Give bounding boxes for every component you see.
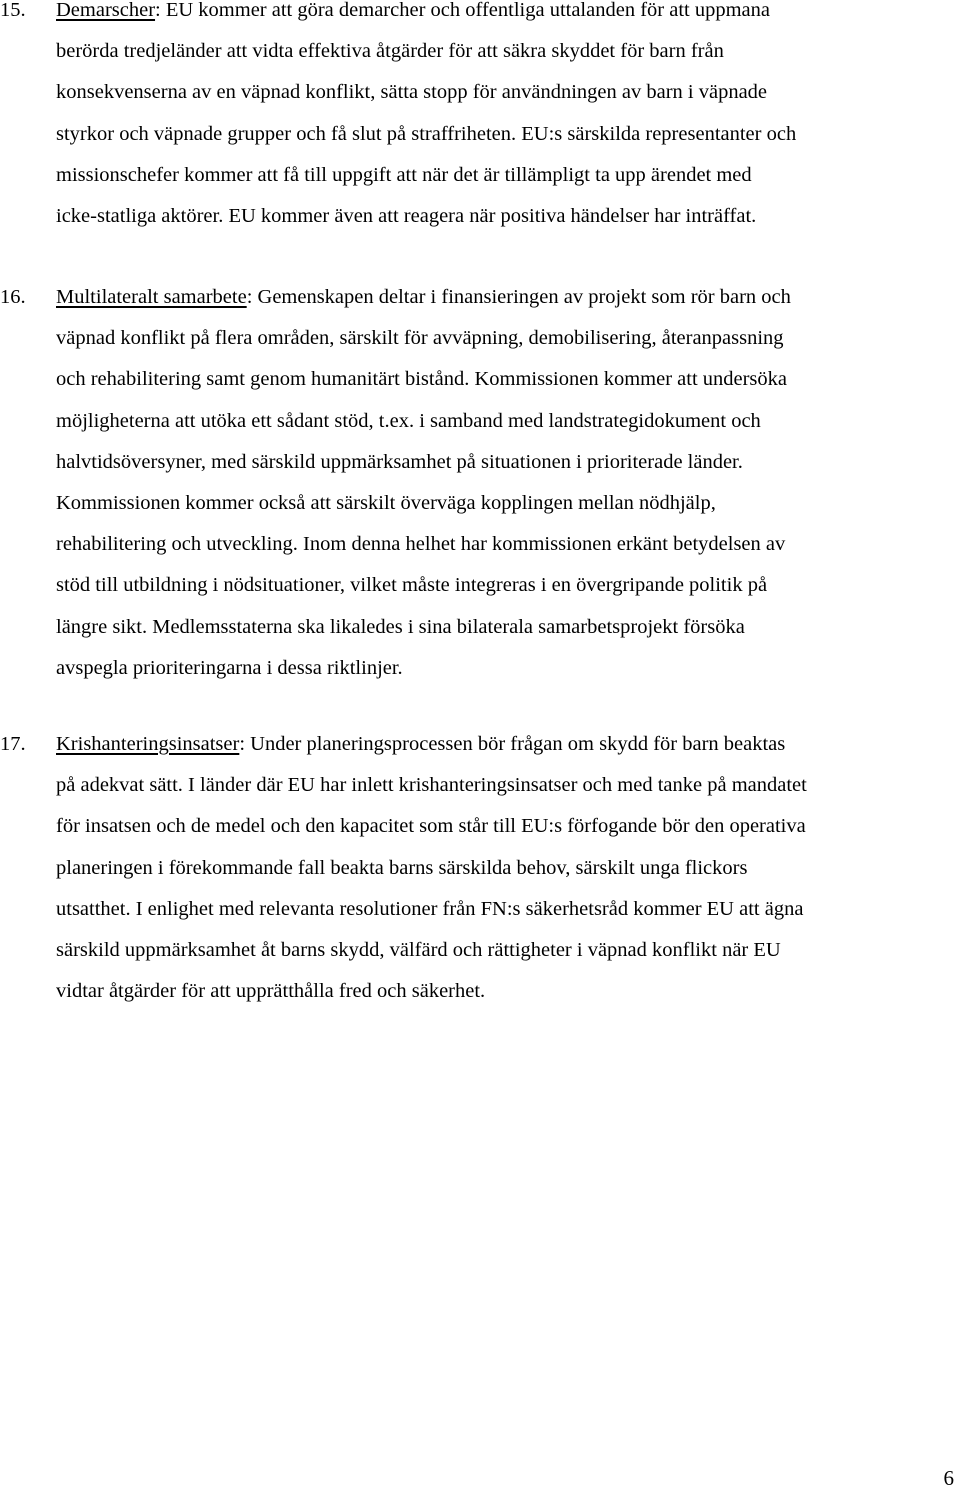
paragraph-line: halvtidsöversyner, med särskild uppmärksamhet på situationen i prioriterade länder. [56,450,743,473]
paragraph-line: rehabilitering och utveckling. Inom denna helhet har kommissionen erkänt betydelsen av [56,533,786,556]
paragraph-heading: Demarscher [56,0,156,21]
paragraph-line: särskild uppmärksamhet åt barns skydd, välfärd och rättigheter i väpnad konflikt när EU [56,938,781,961]
paragraph-heading: Multilateralt samarbete [56,286,247,308]
paragraph-line: berörda tredjeländer att vidta effektiva åtgärder för att säkra skyddet för barn från [56,40,724,63]
paragraph-line-text: : Gemenskapen deltar i finansieringen av projekt som rör barn och [246,286,791,308]
paragraph-line: längre sikt. Medlemsstaterna ska likaledes i sina bilaterala samarbetsprojekt försöka [56,615,745,638]
paragraph-line: konsekvenserna av en väpnad konflikt, sätta stopp för användningen av barn i väpnade [56,81,768,104]
paragraph-line: Kommissionen kommer också att särskilt överväga kopplingen mellan nödhjälp, [56,491,716,514]
paragraph-number: 16. [0,286,26,308]
paragraph-line: icke-statliga aktörer. EU kommer även att reagera när positiva händelser har inträffat. [56,204,757,227]
paragraph-heading: Krishanteringsinsatser [56,733,240,755]
paragraph-line [56,0,796,31]
paragraph-body [56,277,791,689]
paragraph-line-text: : Under planeringsprocessen bör frågan om skydd för barn beaktas [239,733,786,755]
paragraph-number: 17. [0,733,26,755]
paragraph-line: missionschefer kommer att få till uppgift att när det är tillämpligt ta upp ärendet med [56,163,752,186]
paragraph-line-text: : EU kommer att göra demarcher och offentliga uttalanden för att uppmana [155,0,770,21]
paragraph-line [56,277,791,318]
paragraph-body [56,724,807,1012]
paragraph-line: för insatsen och de medel och den kapacitet som står till EU:s förfogande bör den operativa [56,815,806,838]
paragraph-line: styrkor och väpnade grupper och få slut på straffriheten. EU:s särskilda representanter och [56,122,797,145]
paragraph-line: väpnad konflikt på flera områden, särskilt för avväpning, demobilisering, återanpassning [56,327,784,350]
paragraph-line: vidtar åtgärder för att upprätthålla fred och säkerhet. [56,980,486,1003]
paragraph-body [56,0,796,237]
page-number: 6 [943,1466,954,1490]
paragraph-line: möjligheterna att utöka ett sådant stöd, t.ex. i samband med landstrategidokument och [56,409,761,432]
paragraph-line: planeringen i förekommande fall beakta barns särskilda behov, särskilt unga flickors [56,856,748,879]
paragraph-line [56,724,807,765]
paragraph-line: utsatthet. I enlighet med relevanta resolutioner från FN:s säkerhetsråd kommer EU att ägna [56,897,804,920]
paragraph-line: på adekvat sätt. I länder där EU har inlett krishanteringsinsatser och med tanke på mandatet [56,774,807,797]
paragraph-line: stöd till utbildning i nödsituationer, vilket måste integreras i en övergripande politik på [56,574,768,597]
paragraph-number: 15. [0,0,26,21]
paragraph-line: och rehabilitering samt genom humanitärt bistånd. Kommissionen kommer att undersöka [56,368,788,391]
paragraph-line: avspegla prioriteringarna i dessa riktlinjer. [56,656,403,679]
